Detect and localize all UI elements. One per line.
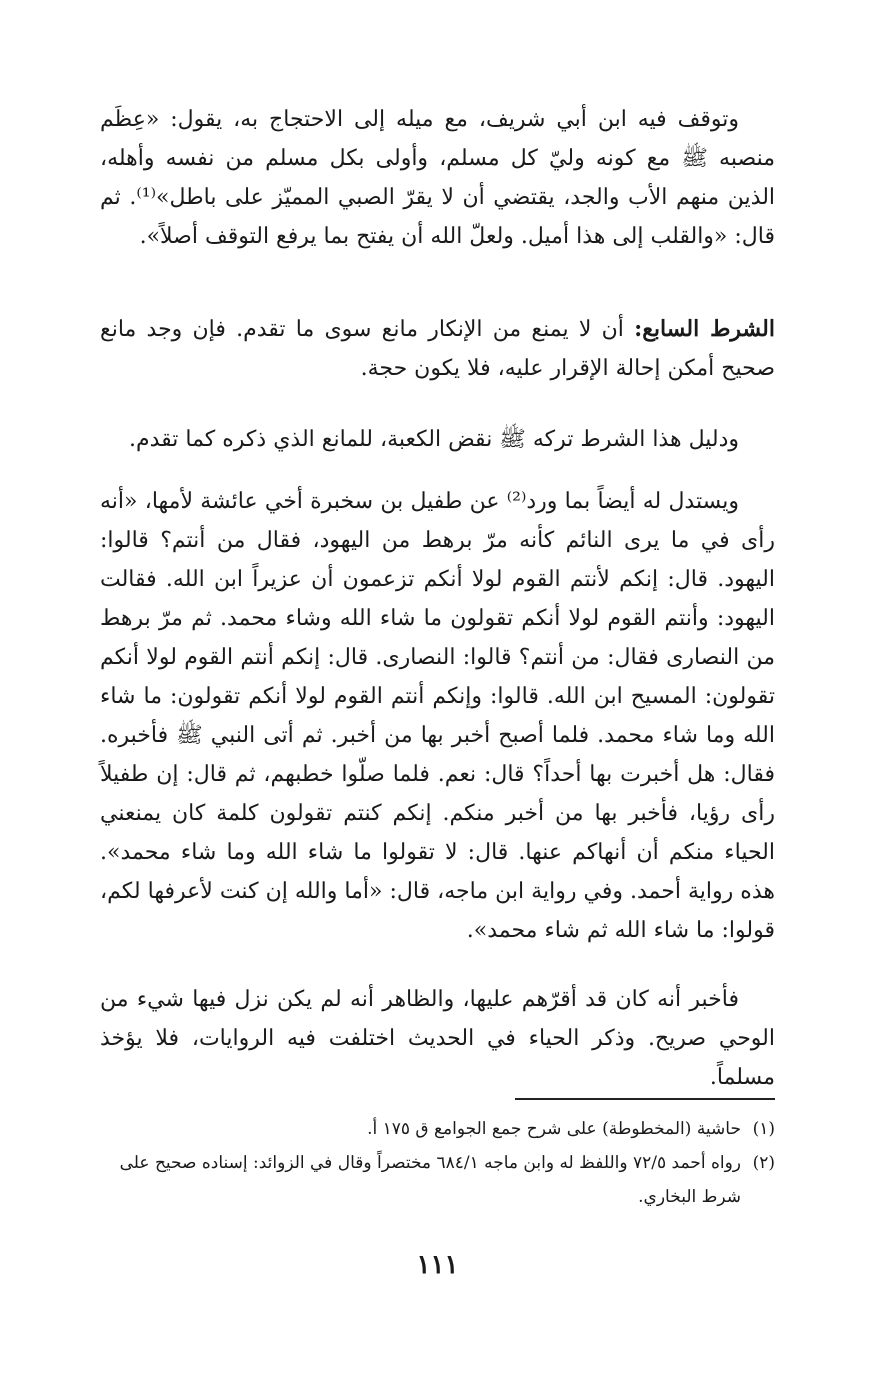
footnote-item: [100, 1112, 775, 1146]
footnote-number: (١): [752, 1119, 775, 1139]
footnote-text: رواه أحمد ٧٢/٥ واللفظ له وابن ماجه ٦٨٤/١ مختصراً وقال في الزوائد: إسناده صحيح على شرط البخاري.: [119, 1153, 741, 1207]
paragraph-kaaba-evidence: ودليل هذا الشرط تركه ﷺ نقض الكعبة، للمانع الذي ذكره كما تقدم.: [128, 427, 739, 452]
page-number: ١١١: [416, 1250, 459, 1280]
seventh-condition-heading: الشرط السابع:: [634, 316, 775, 342]
footnote-number: (٢): [752, 1153, 775, 1173]
footnote-item: [100, 1146, 775, 1214]
seventh-condition-body: أن لا يمنع من الإنكار مانع سوى ما تقدم. فإن وجد مانع صحيح أمكن إحالة الإقرار عليه، فلا يكون حجة.: [100, 317, 775, 381]
paragraph-ibn-abi-sharif: وتوقف فيه ابن أبي شريف، مع ميله إلى الاحتجاج به، يقول: «عِظَم منصبه ﷺ مع كونه وليّ كل مسلم، وأولى بكل مسلم من نفسه وأهله، الذين منهم الأب والجد، يقتضي أن لا يقرّ الصبي المميّز على باطل»⁽¹⁾. ثم قال: «والقلب إلى هذا أميل. ولعلّ الله أن يفتح بما يرفع التوقف أصلاً».: [100, 107, 776, 249]
paragraph-conclusion: فأخبر أنه كان قد أقرّهم عليها، والظاهر أنه لم يكن نزل فيها شيء من الوحي صريح. وذكر الحياء في الحديث اختلفت فيه الروايات، فلا يؤخذ مسلماً.: [100, 987, 775, 1090]
paragraph-seventh-condition: [100, 310, 775, 388]
footnotes: [100, 1112, 775, 1214]
footnote-text: حاشية (المخطوطة) على شرح جمع الجوامع ق ١٧٥ أ.: [367, 1119, 741, 1139]
footnote-divider: [515, 1098, 775, 1100]
paragraph-tufail-hadith: ويستدل له أيضاً بما ورد⁽²⁾ عن طفيل بن سخبرة أخي عائشة لأمها، «أنه رأى في ما يرى النائم كأنه مرّ برهط من اليهود، فقال من أنتم؟ قالوا: اليهود. قال: إنكم لأنتم القوم لولا أنكم تزعمون أن عزيراً ابن الله. فقالت اليهود: وأنتم القوم لولا أنكم تقولون ما شاء الله وشاء محمد. ثم مرّ برهط من النصارى فقال: من أنتم؟ قالوا: النصارى. قال: إنكم أنتم القوم لولا أنكم تقولون: المسيح ابن الله. قالوا: وإنكم أنتم القوم لولا أنكم تقولون: ما شاء الله وما شاء محمد. فلما أصبح أخبر بها من أخبر. ثم أتى النبي ﷺ فأخبره. فقال: هل أخبرت بها أحداً؟ قال: نعم. فلما صلّوا خطبهم، ثم قال: إن طفيلاً رأى رؤيا، فأخبر بها من أخبر منكم. إنكم كنتم تقولون كلمة كان يمنعني الحياء منكم أن أنهاكم عنها. قال: لا تقولوا ما شاء الله وما شاء محمد». هذه رواية أحمد. وفي رواية ابن ماجه، قال: «أما والله إن كنت لأعرفها لكم، قولوا: ما شاء الله ثم شاء محمد».: [100, 489, 775, 943]
book-page: [100, 100, 775, 1340]
